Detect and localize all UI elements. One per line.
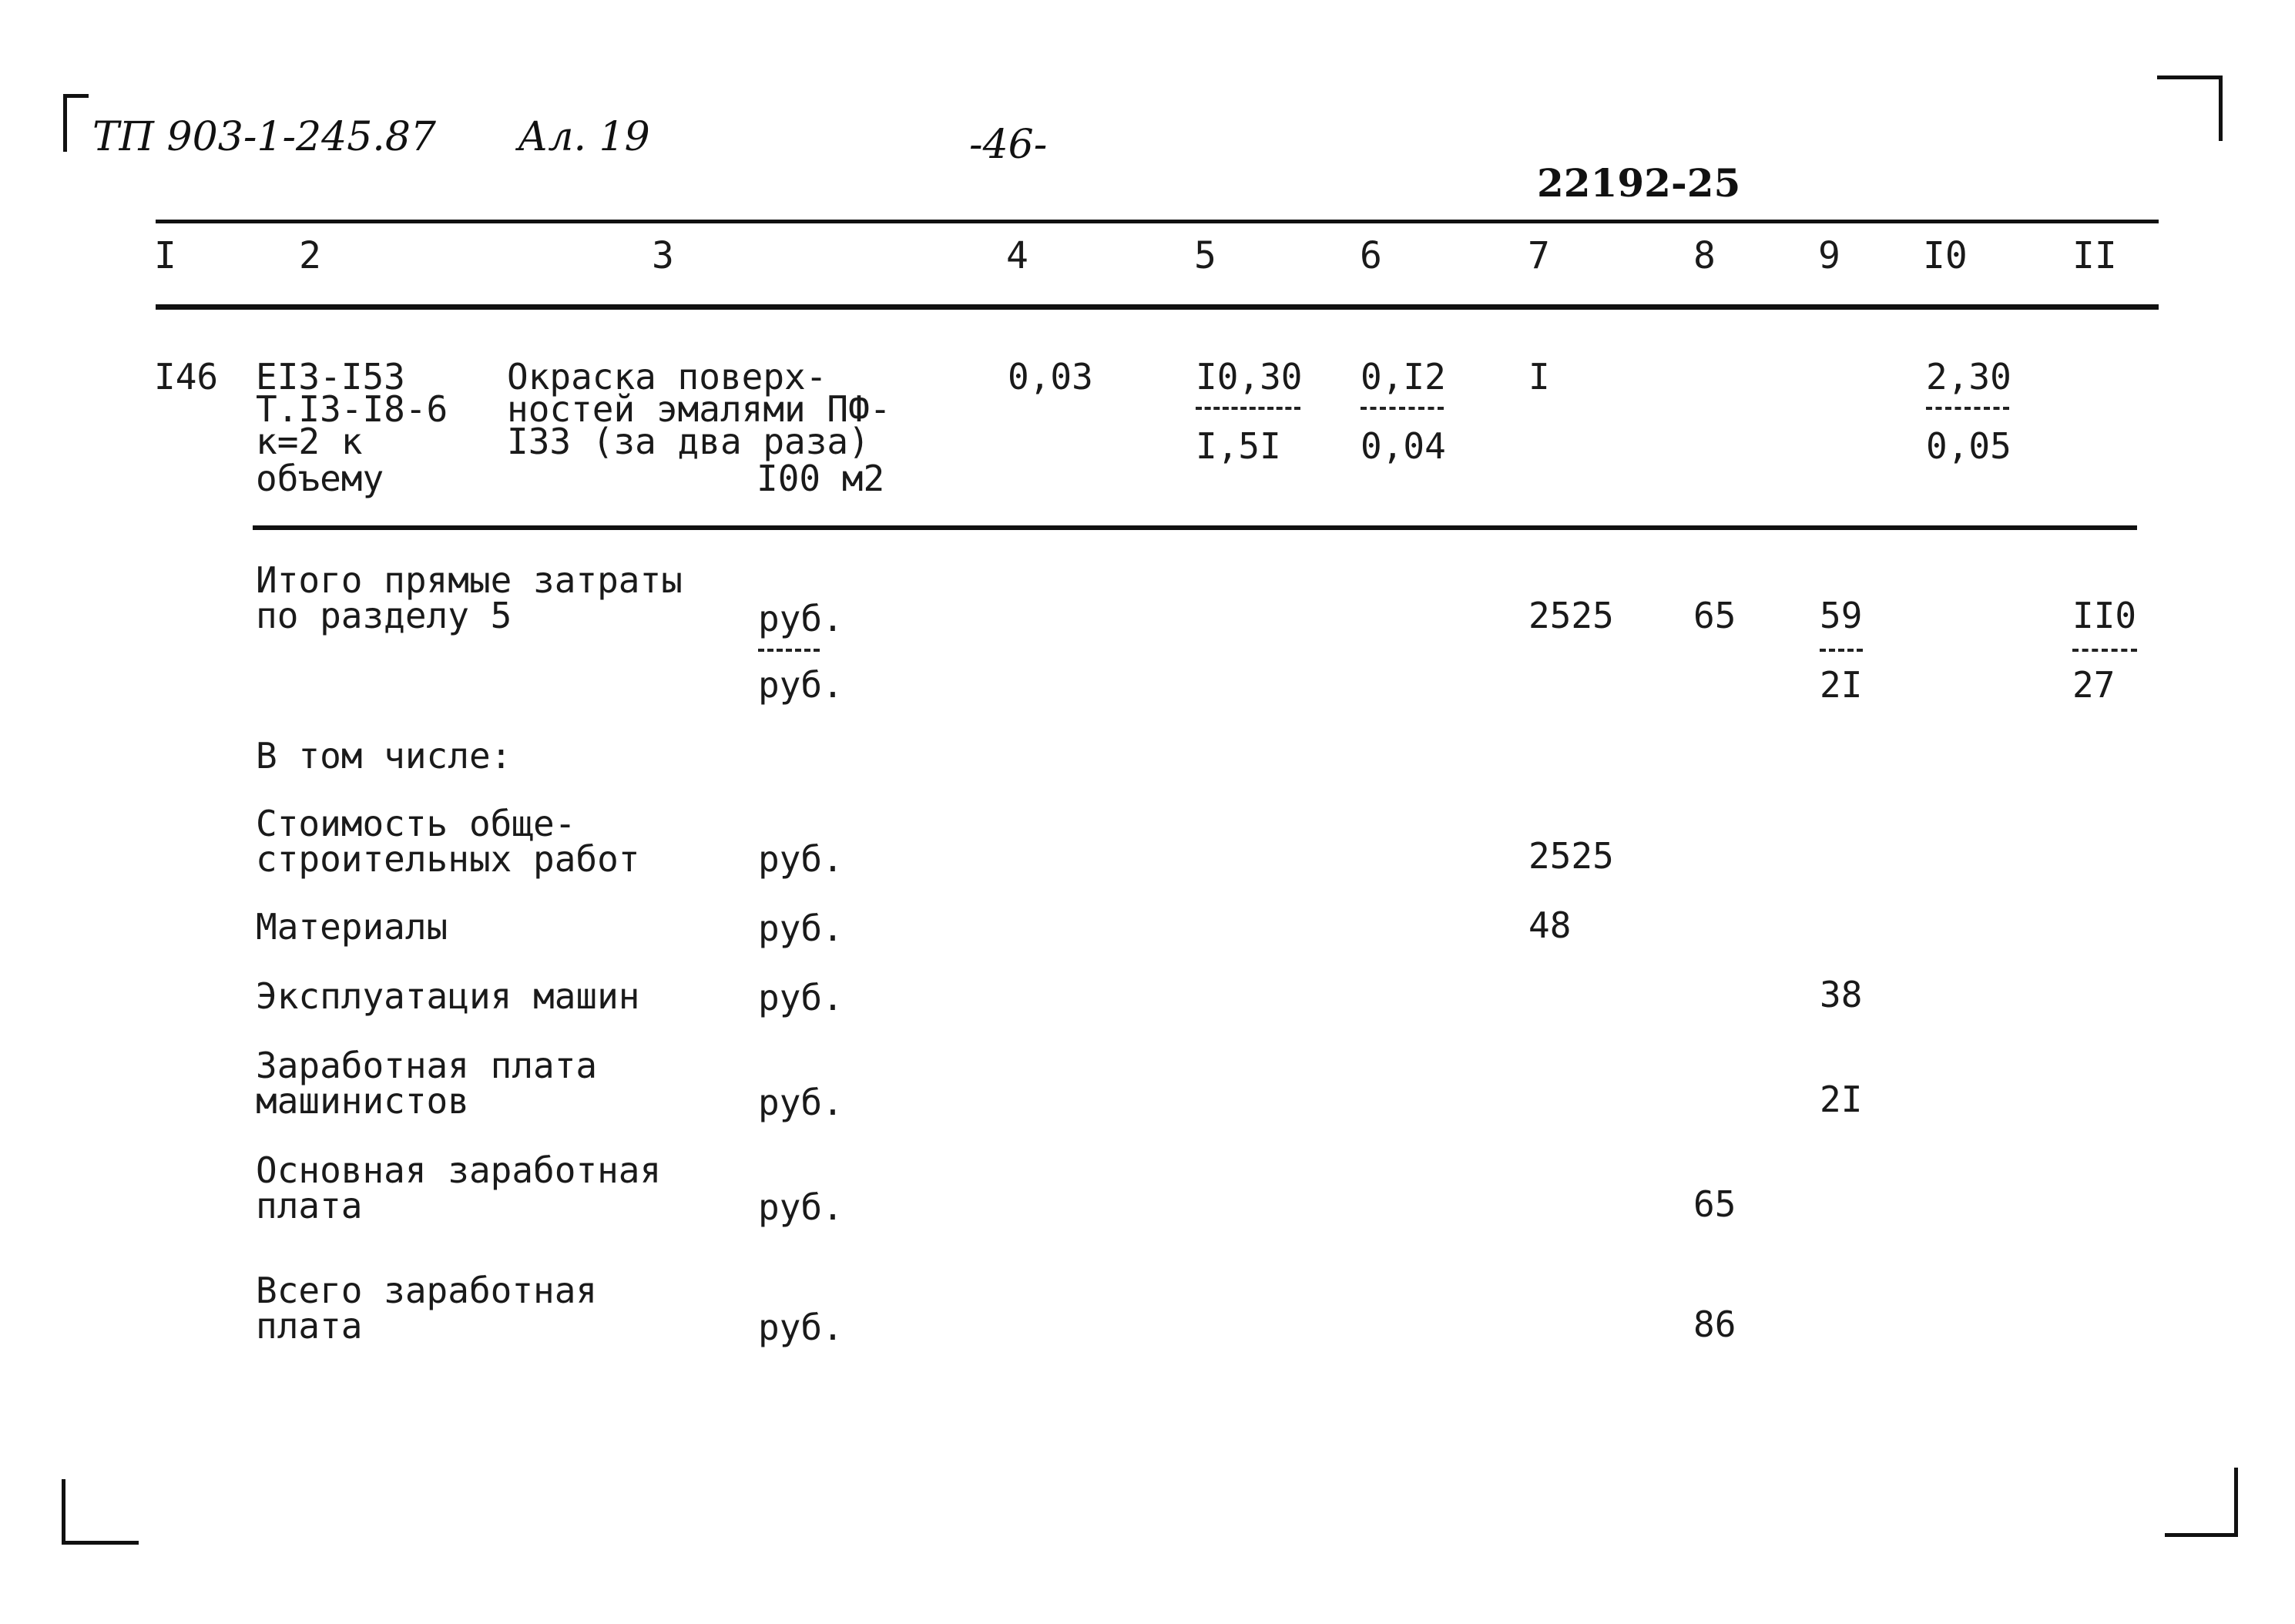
header-top-rule	[156, 220, 2159, 223]
document-code: 22192-25	[1537, 160, 1741, 206]
col-header-6: 6	[1360, 234, 1382, 277]
corner-mark-top-right	[2157, 75, 2223, 141]
corner-mark-bottom-right	[2165, 1468, 2238, 1537]
breakdown-label: Заработная плата	[256, 1045, 598, 1086]
breakdown-unit: руб.	[758, 1082, 844, 1123]
total-col11-bottom: 27	[2072, 664, 2115, 706]
total-label-line-1: Итого прямые затраты	[256, 559, 683, 601]
sheet-stamp: Ал. 19	[518, 114, 650, 160]
item-unit: I00 м2	[757, 458, 885, 499]
breakdown-unit: руб.	[758, 977, 844, 1018]
breakdown-col8: 86	[1693, 1304, 1736, 1345]
item-desc-line-2: ностей эмалями ПФ-	[507, 388, 891, 430]
item-col6-divider	[1361, 407, 1444, 410]
breakdown-unit: руб.	[758, 1186, 844, 1228]
col-header-1: I	[154, 234, 176, 277]
total-col9-bottom: 2I	[1820, 664, 1863, 706]
item-col5-divider	[1196, 407, 1300, 410]
col-header-8: 8	[1693, 234, 1716, 277]
item-desc-line-3: I33 (за два раза)	[507, 421, 870, 462]
breakdown-unit: руб.	[758, 838, 844, 880]
total-col8: 65	[1693, 595, 1736, 636]
total-unit-bottom: руб.	[758, 664, 844, 706]
series-stamp: ТП 903-1-245.87	[92, 114, 436, 160]
breakdown-label: плата	[256, 1185, 363, 1226]
item-code-line-2: Т.I3-I8-6	[256, 388, 448, 430]
item-col4: 0,03	[1008, 356, 1093, 398]
page-number: -46-	[969, 122, 1048, 168]
item-col10-divider	[1926, 407, 2009, 410]
col-header-7: 7	[1528, 234, 1550, 277]
breakdown-col8: 65	[1693, 1183, 1736, 1225]
item-col5-bottom: I,5I	[1196, 425, 1281, 467]
breakdown-col7: 2525	[1528, 835, 1614, 877]
item-code-line-1: EI3-I53	[256, 356, 405, 398]
col-header-3: 3	[652, 234, 674, 277]
col-header-2: 2	[299, 234, 321, 277]
col-header-9: 9	[1818, 234, 1840, 277]
breakdown-col7: 48	[1528, 904, 1572, 946]
corner-mark-top-left	[63, 94, 89, 152]
corner-mark-bottom-left	[62, 1479, 139, 1545]
item-desc-line-1: Окраска поверх-	[507, 356, 827, 398]
item-col10-top: 2,30	[1926, 356, 2011, 398]
item-number: I46	[154, 356, 219, 398]
total-label-line-2: по разделу 5	[256, 595, 512, 636]
breakdown-label: Стоимость обще-	[256, 803, 576, 844]
total-col7: 2525	[1528, 595, 1614, 636]
breakdown-label: Эксплуатация машин	[256, 975, 640, 1017]
breakdown-col9: 38	[1820, 974, 1863, 1015]
breakdown-label: плата	[256, 1305, 363, 1347]
total-unit-top: руб.	[758, 598, 844, 639]
col-header-5: 5	[1194, 234, 1216, 277]
breakdown-unit: руб.	[758, 1307, 844, 1348]
total-col9-top: 59	[1820, 595, 1863, 636]
col-header-4: 4	[1006, 234, 1028, 277]
breakdown-label: Всего заработная	[256, 1270, 598, 1311]
breakdown-col9: 2I	[1820, 1079, 1863, 1120]
total-col11-top: II0	[2072, 595, 2137, 636]
header-bottom-rule	[156, 304, 2159, 310]
breakdown-label: Материалы	[256, 906, 448, 948]
item-bottom-rule	[253, 525, 2137, 530]
breakdown-label: машинистов	[256, 1080, 469, 1122]
breakdown-label: строительных работ	[256, 838, 640, 880]
item-code-line-3: к=2 к	[256, 421, 363, 462]
breakdown-unit: руб.	[758, 908, 844, 949]
item-col5-top: I0,30	[1196, 356, 1303, 398]
item-code-line-4: объему	[256, 458, 384, 499]
item-col6-top: 0,I2	[1361, 356, 1446, 398]
total-col11-divider	[2072, 649, 2137, 652]
item-col6-bottom: 0,04	[1361, 425, 1446, 467]
including-heading: В том числе:	[256, 735, 512, 777]
item-col10-bottom: 0,05	[1926, 425, 2011, 467]
breakdown-label: Основная заработная	[256, 1149, 662, 1191]
col-header-10: I0	[1923, 234, 1968, 277]
total-col9-divider	[1820, 649, 1863, 652]
total-unit-divider	[758, 649, 820, 652]
col-header-11: II	[2072, 234, 2117, 277]
item-col7: I	[1528, 356, 1550, 398]
